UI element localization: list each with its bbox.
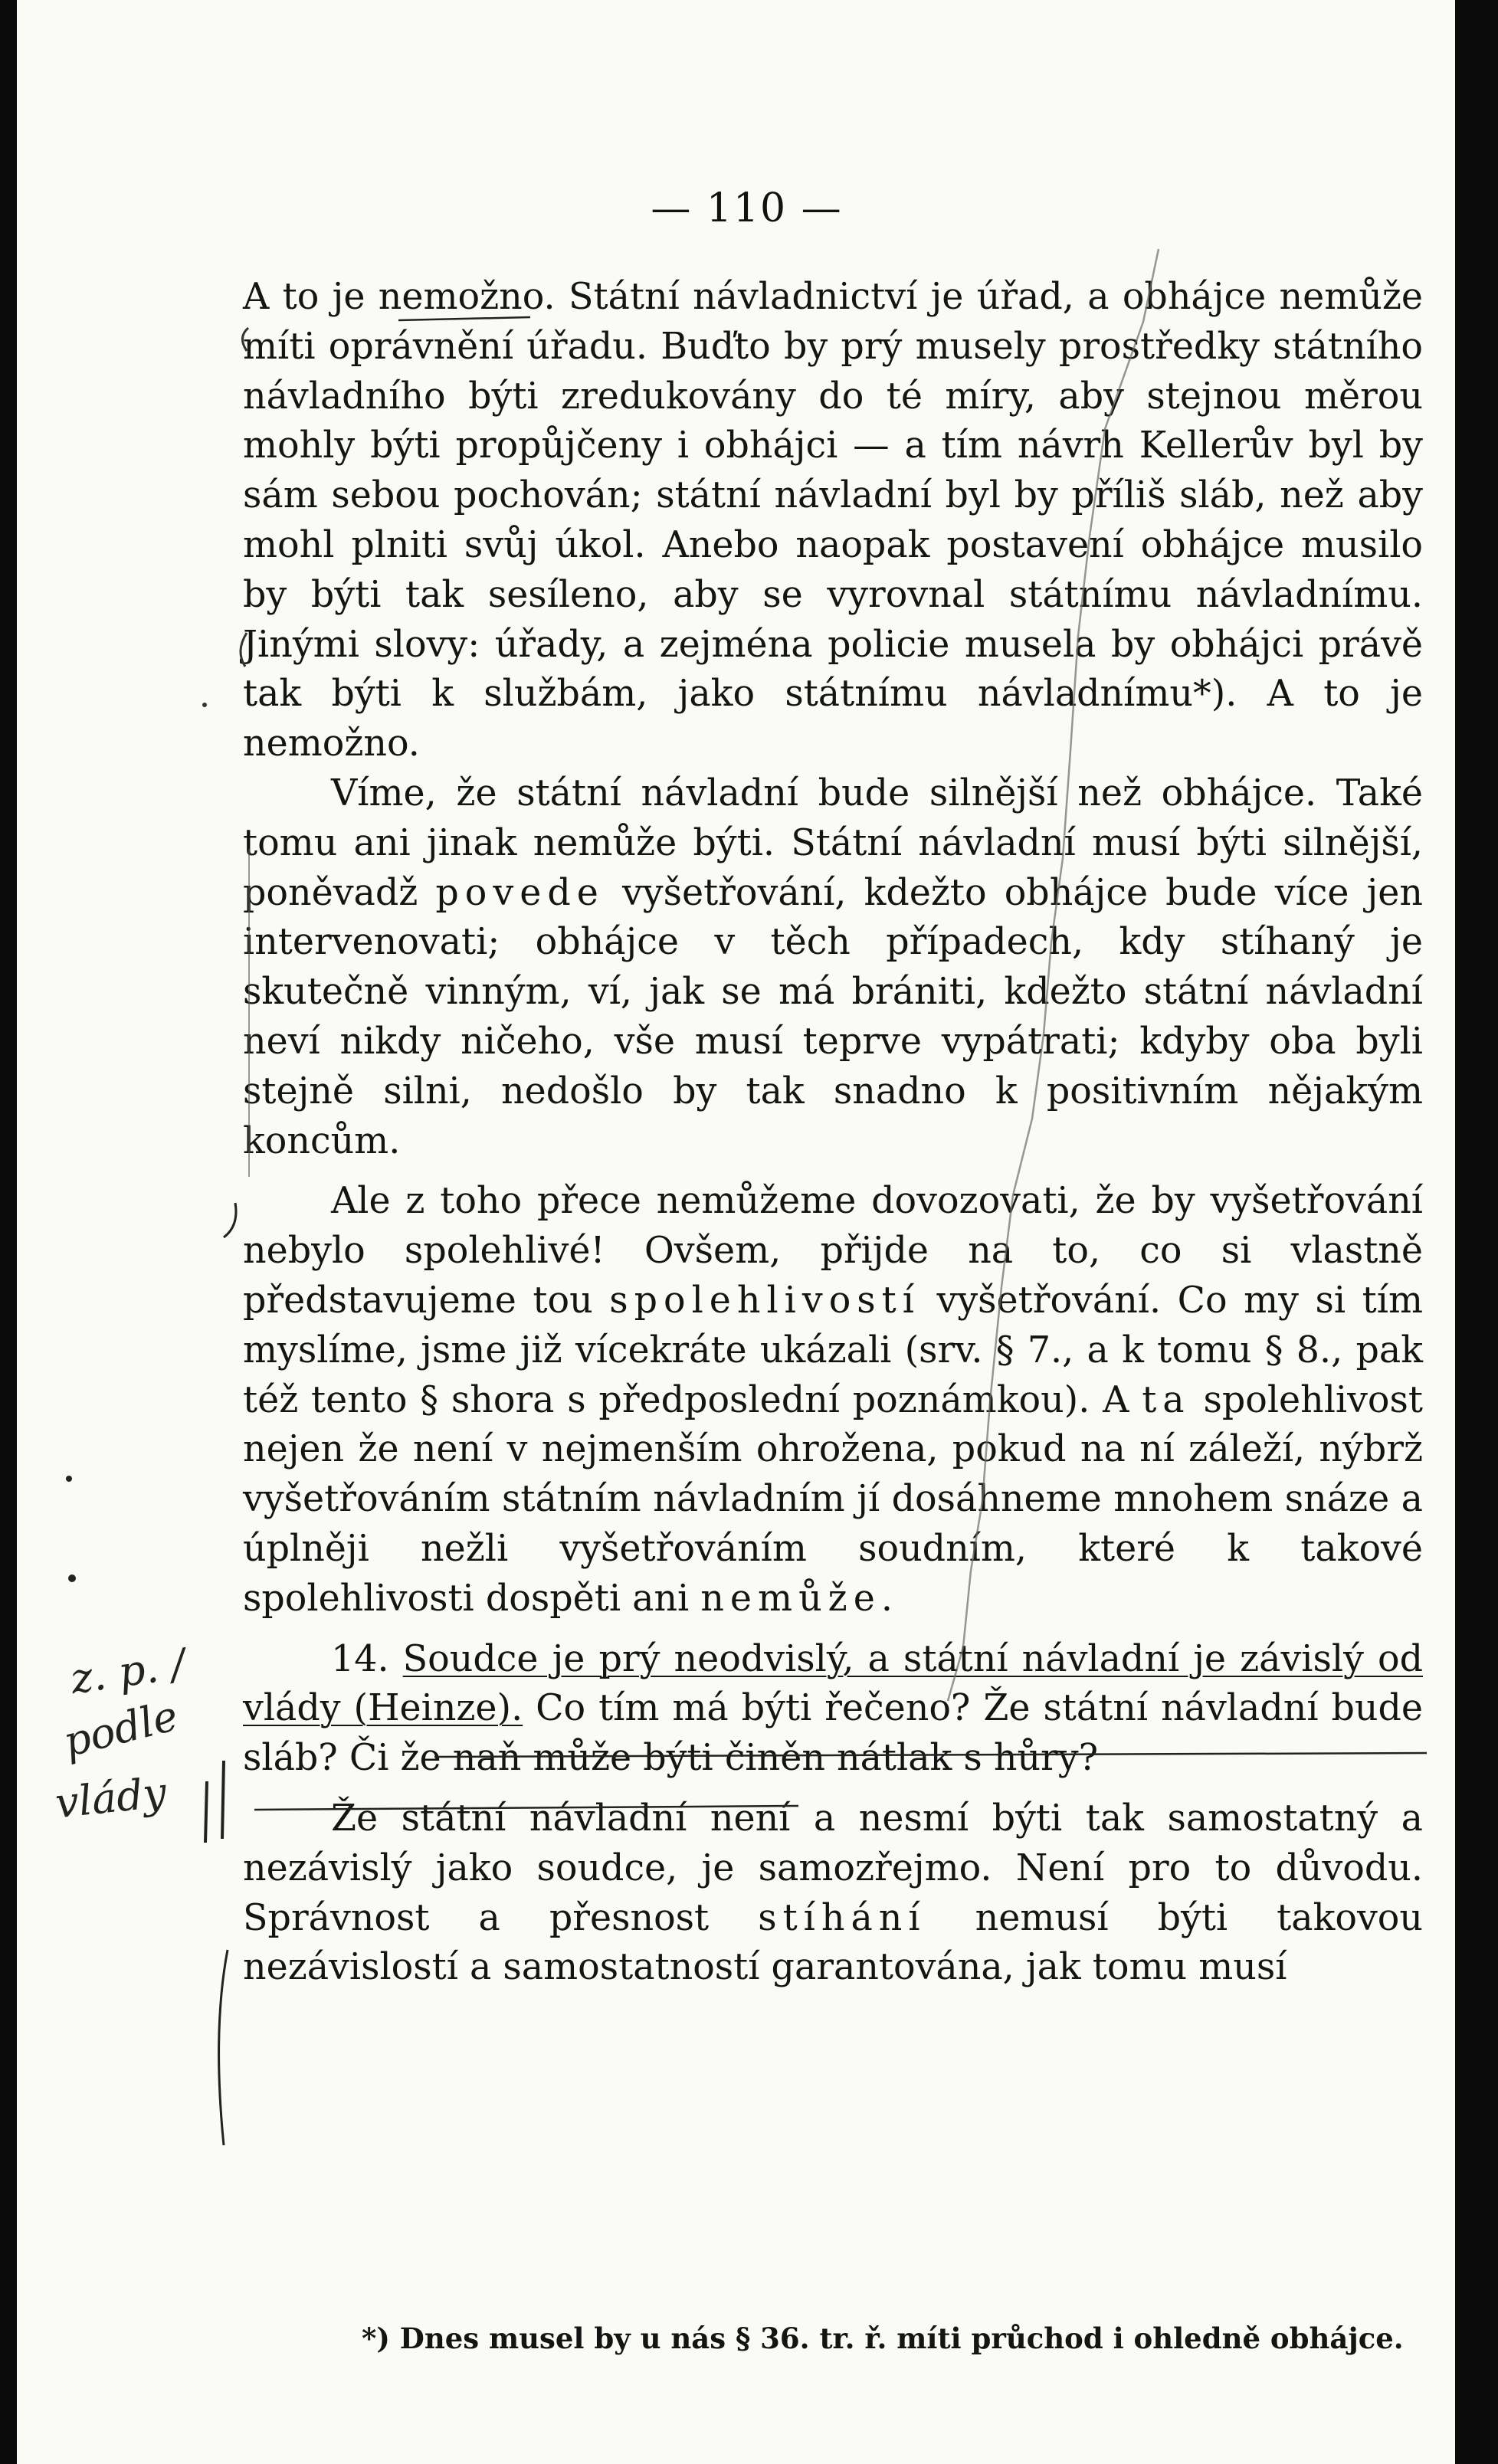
paragraph-4 xyxy=(243,1635,1423,1784)
paragraph-5-text-a: Že státní návladní není a nesmí býti tak samostatný a nezávislý jako soudce, je samozřejmo. Není pro to důvodu. Správnost a přesnost xyxy=(243,1797,1423,1939)
handwritten-note-2: podle xyxy=(58,1691,183,1767)
paragraph-4-underlined: Soudce je prý neodvislý, a státní návladní je závislý od vlády (Heinze). xyxy=(243,1637,1423,1730)
handwritten-note-1: z. p. / xyxy=(67,1639,188,1704)
margin-hook xyxy=(224,1203,236,1237)
body-text xyxy=(243,273,1423,1993)
paragraph-5 xyxy=(243,1794,1423,1993)
speck-2 xyxy=(68,1574,76,1582)
paragraph-1: A to je nemožno. Státní návladnictví je úřad, a obhájce nemůže míti oprávnění úřadu. Buďto by prý musely prostředky státního návladního býti zredukovány do té míry, aby stejnou měrou mohly býti propůjčeny i obhájci — a tím návrh Kellerův byl by sám sebou pochován; státní návladní byl by příliš sláb, než aby mohl plniti svůj úkol. Anebo naopak postavení obhájce musilo by býti tak sesíleno, aby se vyrovnal státnímu návladnímu. Jinými slovy: úřady, a zejména policie musela by obhájci právě tak býti k službám, jako státnímu návladnímu*). A to je nemožno. xyxy=(243,276,1423,765)
paragraph-2 xyxy=(243,769,1423,1166)
paragraph-3-emphasis-1: spolehlivostí xyxy=(609,1279,920,1322)
scan-edge xyxy=(1455,0,1477,2464)
paragraph-4-text: Co tím má býti řečeno? Že státní návladní bude sláb? Či že naň může býti činěn nátlak s hůry? xyxy=(243,1687,1424,1780)
paragraph-5-emphasis: stíhání xyxy=(758,1896,926,1939)
paragraph-3-emphasis-3: nemůže xyxy=(700,1577,881,1620)
paragraph-2-text-b: vyšetřování, kdežto obhájce bude více jen intervenovati; obhájce v těch případech, kdy stíhaný je skutečně vinným, ví, jak se má brániti, kdežto státní návladní neví nikdy ničeho, vše musí teprve vypátrati; kdyby oba byli stejně silni, nedošlo by tak snadno k positivním nějakým koncům. xyxy=(243,871,1423,1162)
paragraph-3-text-c: spolehlivost nejen že není v nejmenším ohrožena, pokud na ní záleží, nýbrž vyšetřováním státním návladním jí dosáhneme mnohem snáze a úplněji nežli vyšetřováním soudním, které k takové spolehlivosti dospěti ani xyxy=(243,1378,1423,1620)
margin-line-2 xyxy=(222,1761,224,1839)
document-page xyxy=(17,0,1477,2464)
paragraph-3-text-end: . xyxy=(880,1577,893,1620)
margin-bracket-3 xyxy=(219,1950,228,2145)
paragraph-3-emphasis-2: ta xyxy=(1142,1378,1191,1421)
paragraph-3-text-a: Ale z toho přece nemůžeme dovozovati, že by vyšetřování nebylo spolehlivé! Ovšem, přijde na to, co si vlastně představujeme tou xyxy=(243,1180,1423,1322)
paragraph-2-emphasis: povede xyxy=(435,871,605,914)
speck-3 xyxy=(202,703,207,707)
section-number: 14. xyxy=(331,1637,389,1680)
speck-1 xyxy=(66,1476,72,1482)
paragraph-2-text-a: Víme, že státní návladní bude silnější než obhájce. Také tomu ani jinak nemůže býti. Státní návladní musí býti silnější, poněvadž xyxy=(243,772,1423,914)
footnote: *) Dnes musel by u nás § 36. tr. ř. míti průchod i ohledně obhájce. xyxy=(362,2321,1404,2355)
handwritten-note-3: vlády xyxy=(53,1768,169,1828)
paragraph-3 xyxy=(243,1177,1423,1624)
paragraph-3-text-b: vyšetřování. Co my si tím myslíme, jsme již vícekráte ukázali (srv. § 7., a k tomu § 8., pak též tento § shora s předposlední poznámkou). A xyxy=(243,1279,1423,1421)
page-number: — 110 — xyxy=(651,185,843,231)
paragraph-5-text-b: nemusí býti takovou nezávislostí a samostatností garantována, jak tomu musí xyxy=(243,1896,1423,1989)
margin-line-3 xyxy=(205,1781,207,1843)
